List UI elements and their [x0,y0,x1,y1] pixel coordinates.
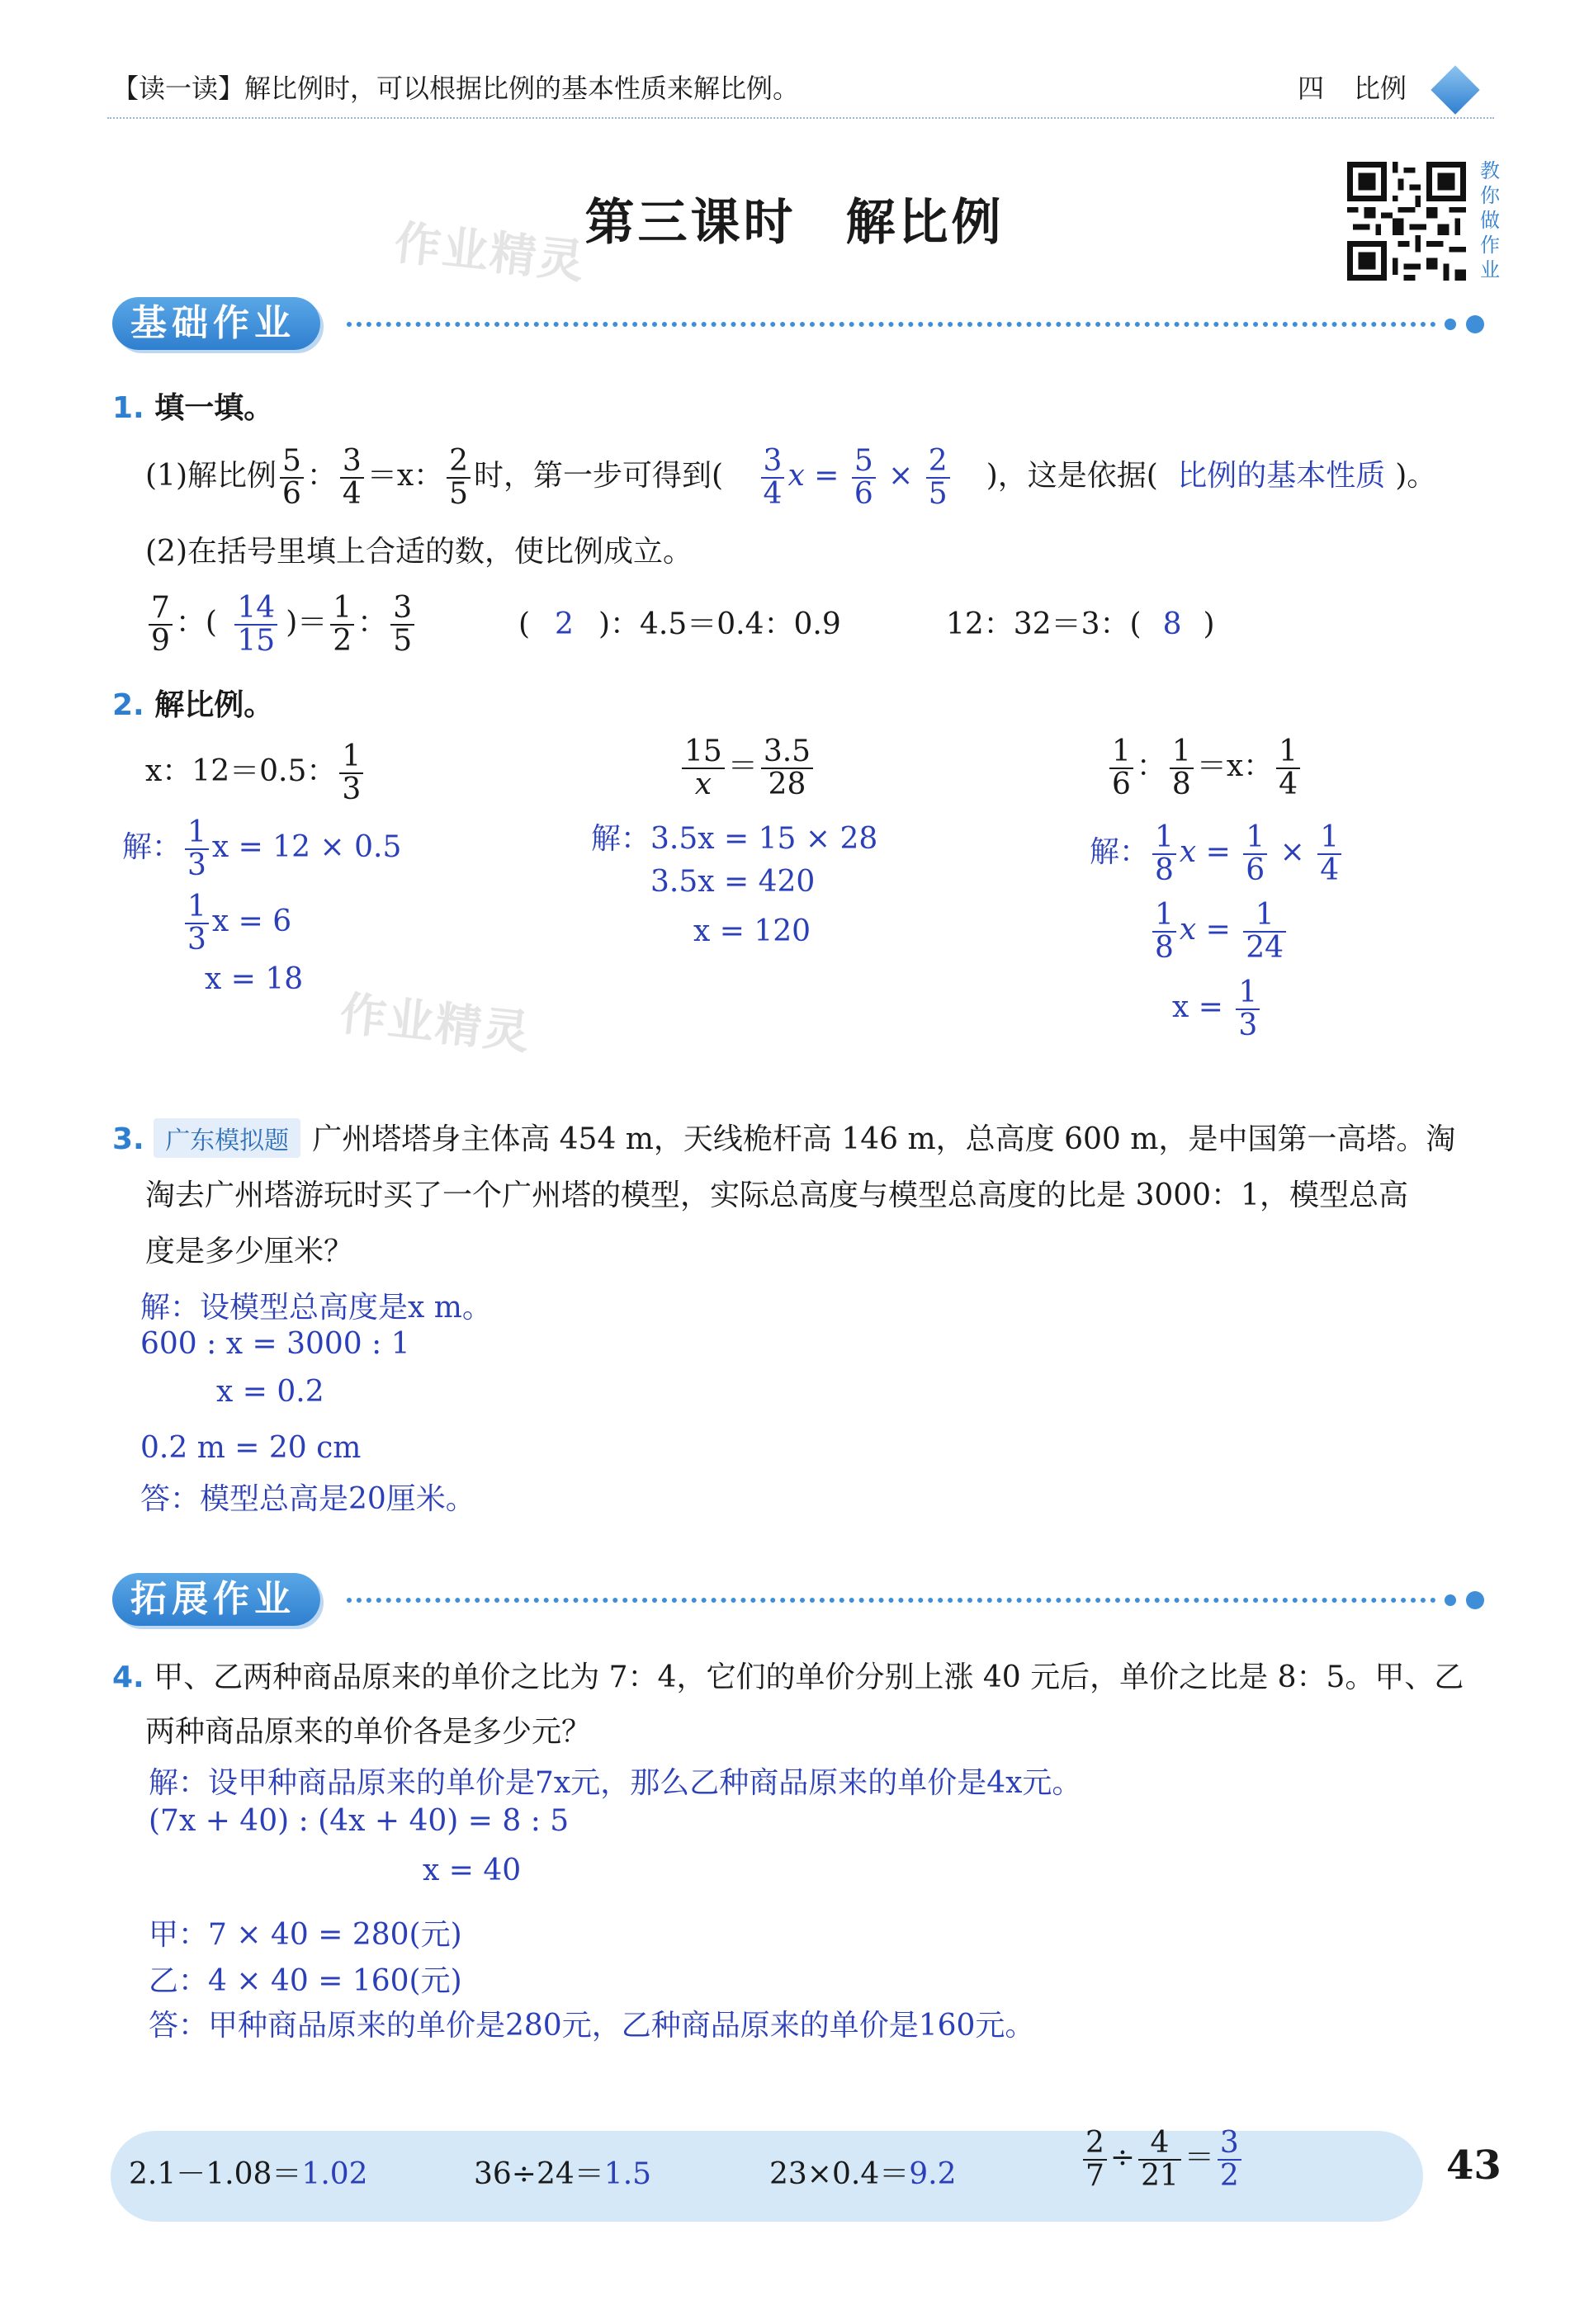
expression: 23×0.4＝ [769,2157,910,2191]
header-reading-tip: 【读一读】解比例时，可以根据比例的基本性质来解比例。 [112,73,800,104]
numerator: 2 [926,446,950,479]
q1-part1-mid: 时，第一步可得到( [474,458,724,493]
numerator: 1 [330,593,354,626]
fraction [1170,736,1194,801]
section-badge-extended: 拓展作业 [112,1573,320,1626]
q2-title: 解比例。 [154,688,274,722]
q1-blank-2: ( 2 )：4.5＝0.4：0.9 [518,607,841,641]
q4-line-1 [112,1654,1464,1696]
denominator: 15 [237,623,276,658]
numerator: 1 [1276,736,1300,769]
q3-answer-1: 解：设模型总高度是x m。 [140,1291,492,1325]
denominator: 4 [342,476,362,511]
numerator: 1 [1317,822,1341,855]
numerator: 1 [1243,822,1267,855]
denominator: 4 [1279,767,1298,801]
fraction [340,446,364,510]
q1-part1-prefix: (1)解比例 [145,458,277,493]
denominator: 21 [1141,2158,1179,2193]
expression: 36÷24＝ [474,2157,604,2191]
diamond-icon [1431,65,1479,114]
lesson-topic: 解比例 [845,194,1005,252]
q1-part1: (1)解比例 $\frac{5}{6}$ ： $\frac{3}{4}$ ＝x： $\frac{2}{5}$ 时，第一步可得到( $\frac{3}{4}$ x = $\frac{5}{6}$ × $\frac{2}{5}$ )，这是依据( 比例的基本性质 )。 [145,444,1437,511]
q3-source-tag: 广东模拟题 [154,1118,300,1158]
fraction [330,593,354,657]
numerator: 4 [1138,2128,1181,2161]
q4-answer-3: x = 40 [423,1854,522,1887]
numerator: 2 [447,446,471,479]
denominator: 2 [333,623,352,658]
numerator: 15 [682,736,725,769]
numerator: 1 [1236,977,1260,1010]
fraction [761,446,785,510]
section-dot [1466,1591,1484,1609]
fraction [926,446,950,510]
q2-solution-1-step-3: x = 18 [205,962,304,996]
q1-heading [112,385,273,427]
section-dot [1466,315,1484,333]
denominator: 3 [342,772,362,806]
q1-part1-end: )。 [1395,458,1437,493]
fraction [149,593,173,657]
fraction [1243,900,1286,964]
fraction [280,446,304,510]
q4-answer-6: 答：甲种商品原来的单价是280元，乙种商品原来的单价是160元。 [149,2009,1035,2043]
denominator: 6 [1246,853,1265,887]
mental-math-1 [129,2151,368,2193]
fraction [1152,822,1176,886]
fraction [339,741,363,805]
denominator: 5 [449,476,469,511]
section-dots [347,1598,1436,1603]
denominator: 4 [1320,853,1340,887]
qr-caption-char: 做 [1480,209,1500,232]
fraction [852,446,876,510]
q1-blank-3-answer: 8 [1162,607,1182,641]
solution-label: 解： [122,829,182,864]
qr-caption-char: 作 [1480,234,1500,257]
q1-blank-2-rest: )：4.5＝0.4：0.9 [598,607,841,641]
solution-label: 解： [1090,834,1150,869]
fraction [682,736,725,801]
answer: 9.2 [909,2157,957,2191]
equation: x = 6 [211,904,292,938]
fraction [1276,736,1300,801]
mental-math-4 [1080,2128,1245,2192]
fraction [1138,2128,1181,2192]
numerator: 14 [234,593,277,626]
numerator: 2 [1083,2128,1107,2161]
q4-line-2: 两种商品原来的单价各是多少元？ [145,1715,592,1749]
denominator: 3 [187,848,206,882]
operator: ÷ [1109,2140,1136,2175]
q2-solution-2-step-3: x = 120 [693,914,811,948]
denominator: 28 [768,767,806,801]
fraction [1243,822,1267,886]
numerator: 1 [339,741,363,774]
q3-text-1: 广州塔塔身主体高 454 m，天线桅杆高 146 m，总高度 600 m，是中国第一高塔。淘 [312,1122,1456,1156]
q2-solution-2-step-1: 解：3.5x = 15 × 28 [591,822,878,856]
numerator: 3 [390,593,414,626]
operator: ＝ [1184,2140,1214,2175]
q2-number: 2. [112,688,144,722]
q1-blank-3-text: 12：32＝3：( [946,607,1142,641]
q3-line-3: 度是多少厘米？ [145,1235,354,1268]
qr-caption-char: 教 [1480,159,1500,182]
numerator: 1 [1152,822,1176,855]
denominator: 8 [1155,853,1174,887]
q2-problem-1-text: x：12＝0.5： [145,753,337,788]
watermark: 作业精灵 [337,987,534,1060]
q2-solution-3-step-1: 解： $\frac{1}{8}$ x = $\frac{1}{6}$ × $\frac{1}{4}$ [1090,822,1345,886]
header-chapter: 比例 [1354,73,1407,104]
numerator: 3 [761,446,785,479]
numerator: 7 [149,593,173,626]
fraction [390,593,414,657]
fraction [185,891,209,956]
qr-caption-char: 业 [1480,258,1500,281]
q1-part1-answer-2: 比例的基本性质 [1177,458,1386,493]
numerator: 1 [1152,900,1176,933]
q3-line-1 [112,1116,1455,1158]
fraction [1083,2128,1107,2192]
answer: 1.5 [603,2157,652,2191]
q3-line-2: 淘去广州塔游玩时买了一个广州塔的模型，实际总高度与模型总高度的比是 3000：1，模型总高 [145,1179,1408,1212]
q1-blank-3: 12：32＝3：( 8 ) [946,607,1215,641]
mental-math-2 [474,2151,651,2193]
q1-title: 填一填。 [154,391,274,425]
denominator: 6 [854,476,873,511]
q1-blank-2-answer: 2 [555,607,574,641]
fraction [1218,2128,1241,2192]
fraction [1317,822,1341,886]
expression: 2.1－1.08＝ [129,2157,302,2191]
denominator: 2 [1219,2158,1239,2193]
q1-number: 1. [112,391,144,425]
numerator: 3 [340,446,364,479]
lesson-number: 第三课时 [584,194,797,252]
watermark: 作业精灵 [391,216,589,290]
numerator: 3 [1218,2128,1241,2161]
denominator: x [694,767,712,801]
section-dot [1445,1594,1456,1606]
q1-part2: (2)在括号里填上合适的数，使比例成立。 [145,535,693,569]
q1-part1-answer-1: $\frac{3}{4}$ x = $\frac{5}{6}$ × $\frac{2}{5}$ [758,459,953,493]
denominator: 6 [1112,767,1131,801]
denominator: 5 [393,623,413,658]
q3-answer-2: 600 : x = 3000 : 1 [140,1327,410,1361]
mental-math-3 [769,2151,957,2193]
q1-blank-1-answer [234,593,277,657]
q4-answer-2: (7x + 40) : (4x + 40) = 8 : 5 [149,1804,570,1838]
denominator: 6 [282,476,301,511]
denominator: 3 [1238,1008,1258,1042]
page-number: 43 [1446,2142,1502,2189]
q2-solution-3-step-2: $\frac{1}{8}$ x = $\frac{1}{24}$ [1149,900,1289,964]
q3-answer-3: x = 0.2 [216,1375,324,1409]
header-divider [107,117,1494,119]
q4-answer-5: 乙：4 × 40 = 160(元) [149,1964,462,1998]
qr-caption-char: 你 [1480,184,1500,207]
q2-solution-2-step-2: 3.5x = 420 [650,865,816,899]
q2-solution-1-step-2 [182,891,291,956]
numerator: 5 [852,446,876,479]
numerator: 1 [1109,736,1133,769]
denominator: 9 [151,623,170,658]
fraction [1152,900,1176,964]
q1-part1-mid2: )，这是依据( [986,458,1158,493]
numerator: 1 [1243,900,1286,933]
denominator: 7 [1085,2158,1104,2193]
fraction [185,817,209,881]
section-badge-basic: 基础作业 [112,297,320,350]
numerator: 3.5 [761,736,813,769]
q2-problem-3: $\frac{1}{6}$ ： $\frac{1}{8}$ ＝x： $\frac{1}{4}$ [1106,736,1303,801]
fraction [447,446,471,510]
q4-text-1: 甲、乙两种商品原来的单价之比为 7：4，它们的单价分别上涨 40 元后，单价之比是 8：5。甲、乙 [154,1660,1464,1694]
denominator: 5 [928,476,948,511]
q2-solution-1-step-1 [122,817,401,881]
denominator: 4 [763,476,783,511]
denominator: 8 [1171,767,1191,801]
q4-answer-4: 甲：7 × 40 = 280(元) [149,1918,462,1952]
fraction [1236,977,1260,1042]
q3-answer-4: 0.2 m = 20 cm [140,1431,362,1465]
section-dot [1445,319,1456,330]
denominator: 24 [1246,930,1284,965]
header-unit: 四 [1298,73,1325,104]
fraction [1109,736,1133,801]
q2-problem-1 [145,741,367,805]
answer: 1.02 [301,2157,368,2191]
numerator: 5 [280,446,304,479]
q1-blank-1: $\frac{7}{9}$ ：( $\frac{14}{15}$ )＝ $\frac{1}{2}$ ： $\frac{3}{5}$ [145,593,418,657]
equation: x = [1172,990,1223,1024]
equation: x = 12 × 0.5 [211,829,402,864]
denominator: 8 [1155,930,1174,965]
section-dots [347,322,1436,327]
q4-number: 4. [112,1660,144,1694]
q3-answer-5: 答：模型总高是20厘米。 [140,1482,475,1516]
q4-answer-1: 解：设甲种商品原来的单价是7x元，那么乙种商品原来的单价是4x元。 [149,1766,1082,1800]
numerator: 1 [1170,736,1194,769]
numerator: 1 [185,817,209,850]
q2-problem-2: $\frac{15}{x}$ ＝ $\frac{3.5}{28}$ [679,736,816,801]
denominator: 3 [187,922,206,957]
page-title [0,183,1589,254]
numerator: 1 [185,891,209,924]
q2-heading [112,682,273,724]
fraction [761,736,813,801]
q2-solution-3-step-3 [1172,977,1263,1042]
q3-number: 3. [112,1122,144,1156]
